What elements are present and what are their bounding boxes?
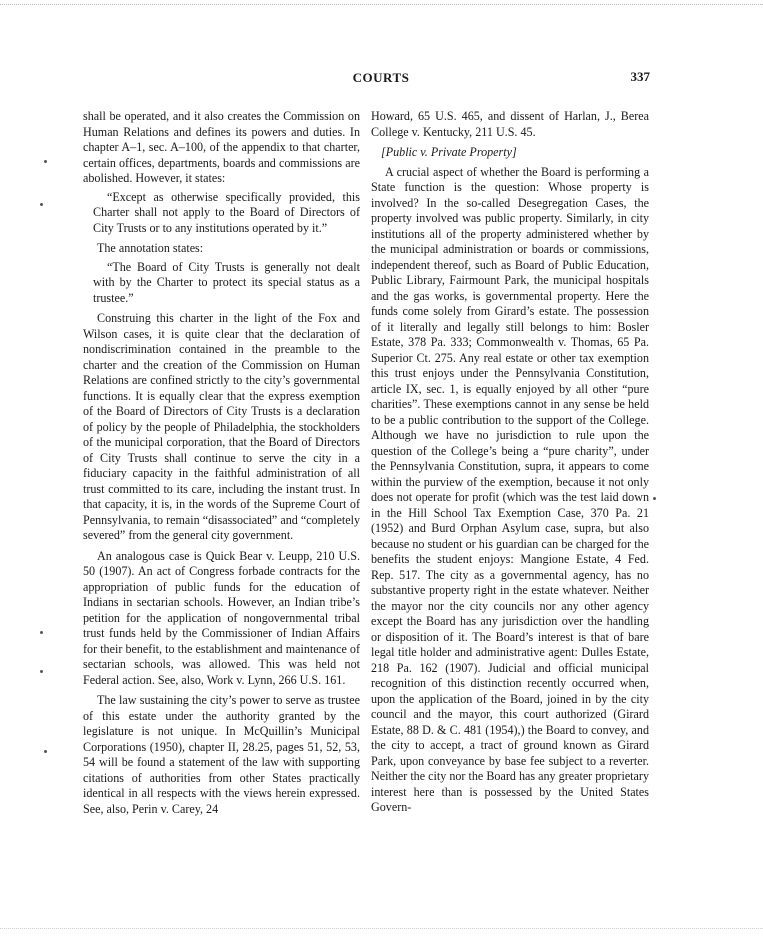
section-heading: [Public v. Private Property] — [381, 145, 517, 159]
bottom-scan-border — [0, 928, 763, 930]
top-scan-border — [0, 4, 763, 6]
page-number: 337 — [630, 69, 650, 84]
scan-speck — [40, 670, 43, 673]
paragraph: The annotation states: — [97, 241, 204, 255]
paragraph: shall be operated, and it also creates the Commission on Human Relations and defines its powers and duties. In chapter A–1, sec. A–100, of the appendix to that charter, certain offices, departments, boards and commissions are abolished. However, it states: — [83, 109, 360, 185]
block-quote: “The Board of City Trusts is generally not dealt with by the Charter to protect its special status as a trustee.” — [93, 259, 360, 305]
right-column — [371, 109, 649, 816]
paragraph: An analogous case is Quick Bear v. Leupp, 210 U.S. 50 (1907). An act of Congress forbade contracts for the appropriation of public funds for the education of Indians in sectarian schools. However, an Indian tribe’s petition for the application of nongovernmental tribal trust funds held by the Commissioner of Indian Affairs for their benefit, to the establishment and maintenance of sectarian schools, was allowed. This was held not Federal action. See, also, Work v. Lynn, 266 U.S. 161. — [83, 548, 360, 687]
paragraph: A crucial aspect of whether the Board is performing a State function is the question: Whose property is involved? In the so-called Desegregation Cases, the property involved was public property. Similarly, in city institutions all of the property administered whether by the municipal administration or boards or commissions, independent thereof, such as Board of Public Education, Public Library, Fairmount Park, the municipal hospitals and the gas works, is governmental property. Here the funds come solely from Girard’s estate. The possession of it literally and legally still belongs to him: Bosler Estate, 378 Pa. 333; Commonwealth v. Thomas, 65 Pa. Superior Ct. 275. Any real estate or other tax exemption this trust enjoys under the Pennsylvania Constitution, article IX, sec. 1, is equally enjoyed by all other “pure charities”. These exemptions cannot in any sense be held to be a public contribution to the support of the College. Although we have no jurisdiction to rule upon the question of the College’s being a “pure charity”, under the Pennsylvania Constitution, supra, it appears to come within the purview of the exemption, because it not only does not operate for profit (which was the test laid down in the Hill School Tax Exemption Case, 370 Pa. 21 (1952) and Burd Orphan Asylum case, supra, but also because no student or his guardian can be charged for the benefits the student enjoys: Mangione Estate, 4 Fed. Rep. 517. The city as a governmental agency, has no substantive property right in the estate whatever. Neither the mayor nor the city councils nor any other agency except the Board has any jurisdiction over the handling or disposition of it. The Board’s interest is that of bare legal title holder and administrative agent: Dulles Estate, 218 Pa. 162 (1907). Judicial and official municipal recognition of this distinction recently occurred when, upon the application of the Board, joined in by the city council and the mayor, this court authorized (Girard Estate, 88 D. & C. 481 (1954),) the Board to convey, and the city to accept, a tract of ground known as Girard Park, upon conveyance by base fee subject to a reverter. Neither the city nor the Board has any greater proprietary interest here than is possessed by the United States Govern- — [371, 164, 649, 814]
scan-speck — [40, 203, 43, 206]
scan-speck — [653, 497, 656, 500]
paragraph: The law sustaining the city’s power to serve as trustee of this estate under the authority granted by the legislature is not unique. In McQuillin’s Municipal Corporations (1950), chapter II, 28.25, pages 51, 52, 53, 54 will be found a statement of the law with supporting citations of authorities from other States practically identical in all respects with the views herein expressed. See, also, Perin v. Carey, 24 — [83, 693, 360, 816]
paragraph: Howard, 65 U.S. 465, and dissent of Harlan, J., Berea College v. Kentucky, 211 U.S. 45. — [371, 109, 649, 139]
running-header: COURTS — [352, 70, 410, 85]
scan-speck — [40, 631, 43, 634]
block-quote: “Except as otherwise specifically provided, this Charter shall not apply to the Board of Directors of City Trusts or to any institutions operated by it.” — [93, 189, 360, 235]
scan-speck — [44, 750, 47, 753]
paragraph: Construing this charter in the light of the Fox and Wilson cases, it is quite clear that the declaration of nondiscrimination contained in the preamble to the charter and the creation of the Commission on Human Relations are confined strictly to the city’s governmental functions. It is equally clear that the express exemption of the Board of Directors of City Trusts is a declaration of policy by the people of Philadelphia, the stockholders of the municipal corporation, that the Board of Directors of City Trusts shall continue to serve the city in a fiduciary capacity in the faithful administration of all trust committed to its care, including the instant trust. In that capacity, it is, in the words of the Supreme Court of Pennsylvania, to remain “disassociated” and “completely severed” from the general city government. — [83, 311, 360, 542]
left-column — [83, 109, 360, 817]
scan-speck — [44, 160, 47, 163]
